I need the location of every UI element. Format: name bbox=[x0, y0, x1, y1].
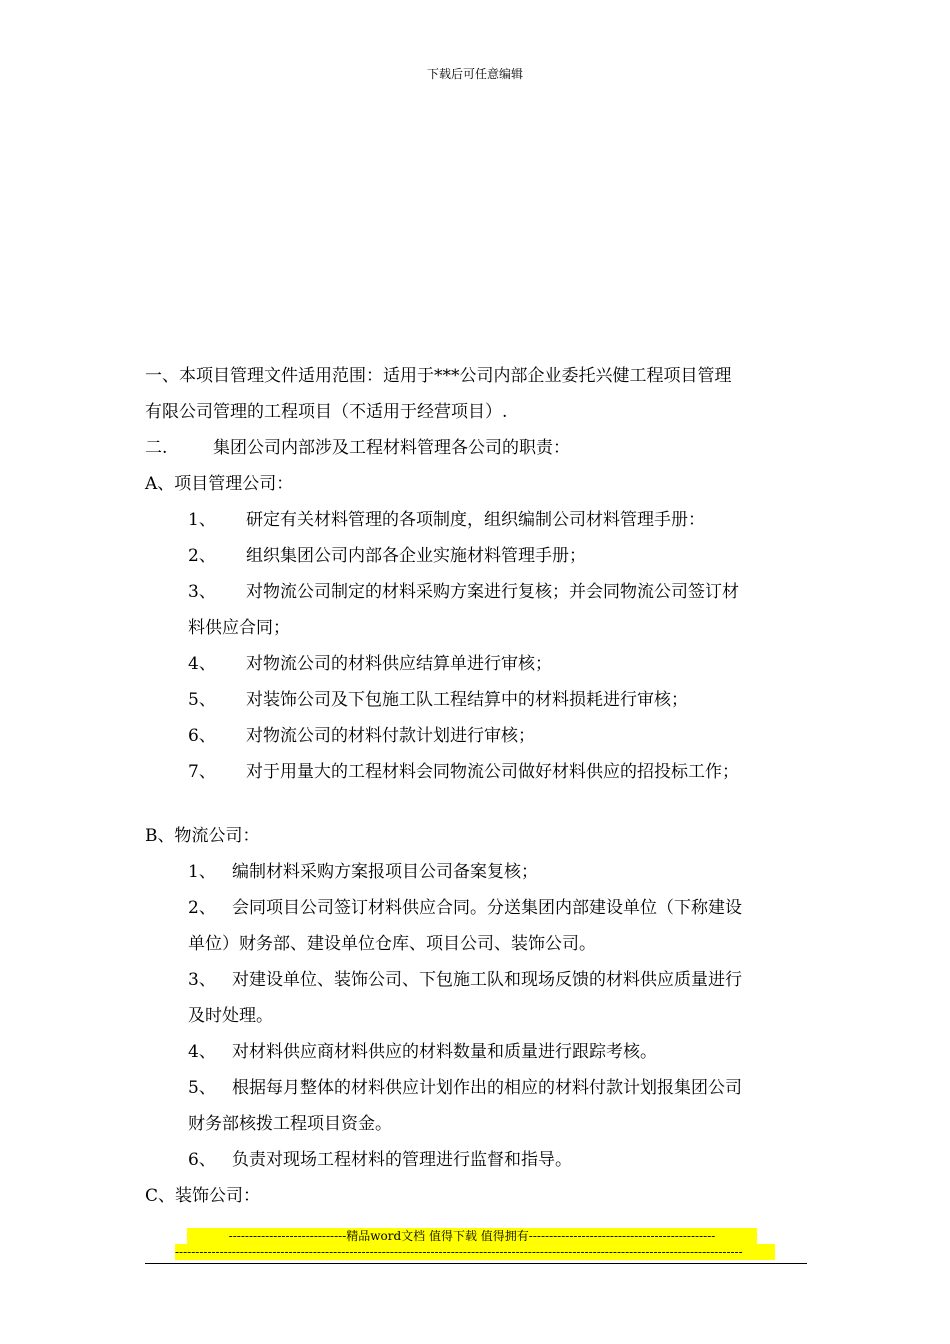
list-item-b3 bbox=[145, 962, 807, 998]
footer-banner-line-2: -------------------------------------------------------------------------------------------------------------------------------------------- bbox=[175, 1244, 775, 1260]
section-2-number: 二. bbox=[145, 438, 168, 458]
list-item-b2 bbox=[145, 890, 807, 926]
list-item-a2 bbox=[145, 538, 807, 574]
page-header: 下载后可任意编辑 bbox=[426, 67, 523, 81]
item-number: 7、 bbox=[188, 762, 216, 782]
footer-rule bbox=[145, 1263, 807, 1264]
list-item-b2-continuation: 单位）财务部、建设单位仓库、项目公司、装饰公司。 bbox=[188, 934, 596, 954]
item-text: 对物流公司的材料供应结算单进行审核； bbox=[246, 654, 552, 674]
scope-line-1: 一、本项目管理文件适用范围：适用于***公司内部企业委托兴健工程项目管理 bbox=[145, 366, 732, 386]
item-text: 对装饰公司及下包施工队工程结算中的材料损耗进行审核； bbox=[246, 690, 688, 710]
item-text: 会同项目公司签订材料供应合同。分送集团内部建设单位（下称建设 bbox=[232, 898, 742, 918]
item-text: 对物流公司制定的材料采购方案进行复核；并会同物流公司签订材 bbox=[246, 582, 739, 602]
footer-banner-line-1: -----------------------------精品word文档 值得下载 值得拥有---------------------------------------------- bbox=[187, 1228, 757, 1244]
section-2-heading bbox=[145, 430, 807, 466]
section-a-title: A、项目管理公司： bbox=[145, 474, 294, 494]
list-item-b5-continuation: 财务部核拨工程项目资金。 bbox=[188, 1114, 392, 1134]
list-item-a3 bbox=[145, 574, 807, 610]
item-number: 4、 bbox=[188, 654, 216, 674]
list-item-a4 bbox=[145, 646, 807, 682]
item-text: 编制材料采购方案报项目公司备案复核； bbox=[232, 862, 538, 882]
spacer bbox=[145, 790, 807, 818]
item-number: 1、 bbox=[188, 510, 216, 530]
item-number: 4、 bbox=[188, 1042, 216, 1062]
item-number: 6、 bbox=[188, 726, 216, 746]
list-item-a6 bbox=[145, 718, 807, 754]
item-text: 对建设单位、装饰公司、下包施工队和现场反馈的材料供应质量进行 bbox=[232, 970, 742, 990]
list-item-a5 bbox=[145, 682, 807, 718]
item-number: 5、 bbox=[188, 1078, 216, 1098]
item-text: 对于用量大的工程材料会同物流公司做好材料供应的招投标工作； bbox=[246, 762, 739, 782]
item-number: 2、 bbox=[188, 546, 216, 566]
item-text: 研定有关材料管理的各项制度，组织编制公司材料管理手册： bbox=[246, 510, 705, 530]
list-item-a7 bbox=[145, 754, 807, 790]
item-text: 组织集团公司内部各企业实施材料管理手册； bbox=[246, 546, 586, 566]
item-number: 3、 bbox=[188, 970, 216, 990]
item-text: 根据每月整体的材料供应计划作出的相应的材料付款计划报集团公司 bbox=[232, 1078, 742, 1098]
item-text: 对材料供应商材料供应的材料数量和质量进行跟踪考核。 bbox=[232, 1042, 657, 1062]
list-item-b6 bbox=[145, 1142, 807, 1178]
list-item-a3-continuation: 料供应合同； bbox=[188, 618, 290, 638]
list-item-b1 bbox=[145, 854, 807, 890]
list-item-a1 bbox=[145, 502, 807, 538]
item-number: 6、 bbox=[188, 1150, 216, 1170]
page-footer bbox=[145, 1228, 807, 1264]
list-item-b4 bbox=[145, 1034, 807, 1070]
section-b-title: B、物流公司： bbox=[145, 826, 260, 846]
section-c-title: C、装饰公司： bbox=[145, 1186, 261, 1206]
item-number: 2、 bbox=[188, 898, 216, 918]
list-item-b5 bbox=[145, 1070, 807, 1106]
item-number: 3、 bbox=[188, 582, 216, 602]
section-2-text: 集团公司内部涉及工程材料管理各公司的职责： bbox=[213, 438, 570, 458]
list-item-b3-continuation: 及时处理。 bbox=[188, 1006, 273, 1026]
scope-line-2: 有限公司管理的工程项目（不适用于经营项目）. bbox=[145, 402, 508, 422]
item-number: 5、 bbox=[188, 690, 216, 710]
item-text: 负责对现场工程材料的管理进行监督和指导。 bbox=[232, 1150, 572, 1170]
document-body bbox=[145, 358, 807, 1214]
item-number: 1、 bbox=[188, 862, 216, 882]
item-text: 对物流公司的材料付款计划进行审核； bbox=[246, 726, 535, 746]
